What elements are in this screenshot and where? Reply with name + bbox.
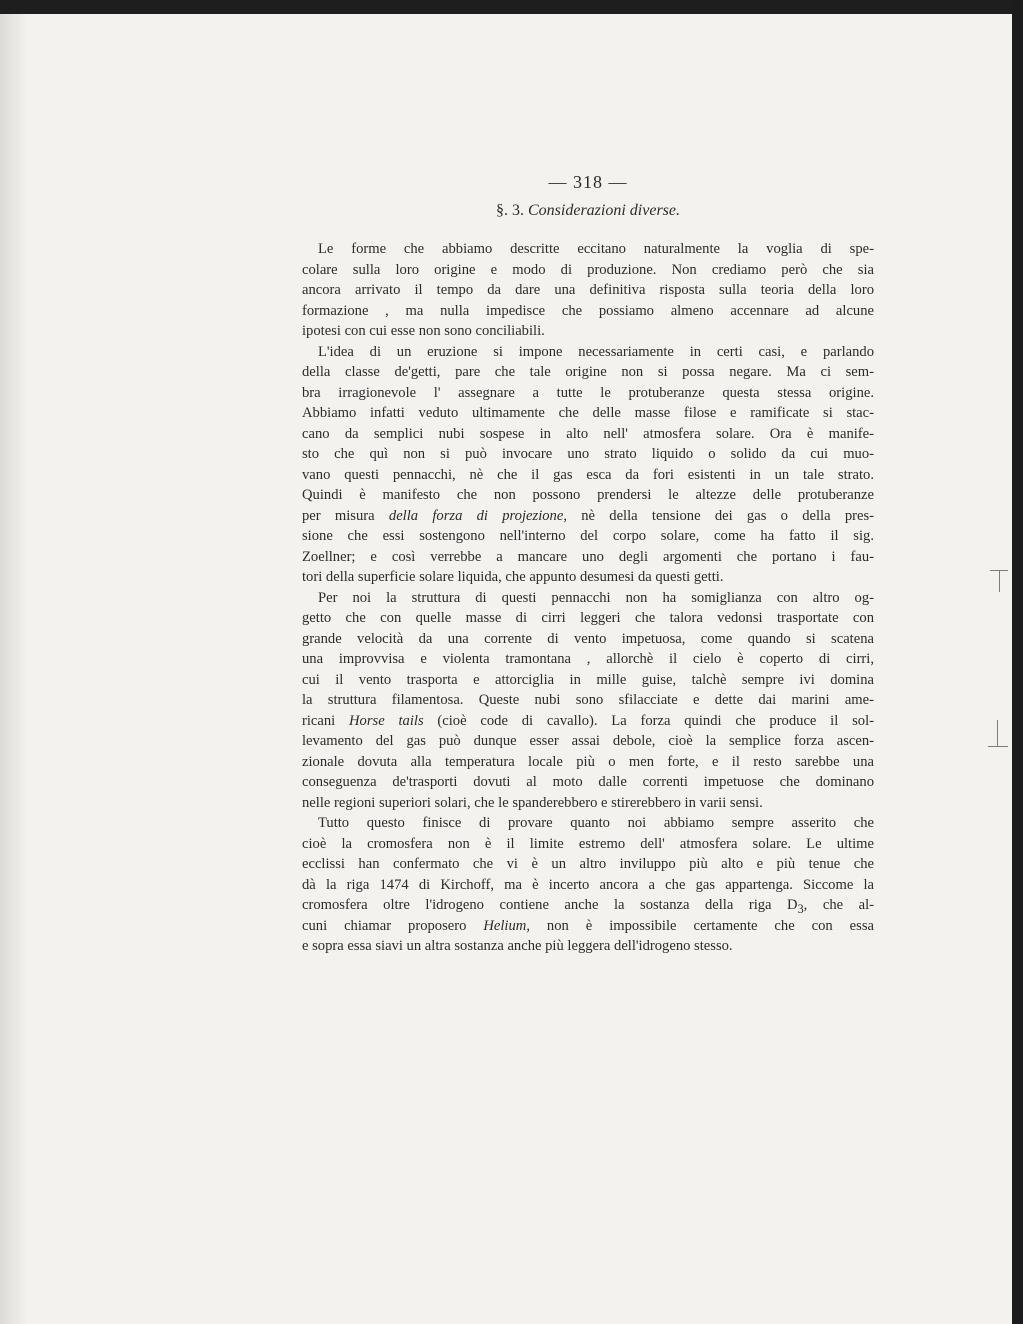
- text-line: Le forme che abbiamo descritte eccitano naturalmente la voglia di spe-: [318, 241, 874, 257]
- text-line: getto che con quelle masse di cirri leggeri che talora vedonsi trasportate con: [302, 610, 874, 626]
- text-line: grande velocità da una corrente di vento impetuosa, come quando si scatena: [302, 630, 874, 647]
- text-line: vano questi pennacchi, nè che il gas esca da fori esistenti in un tale strato.: [302, 466, 874, 483]
- text-line: la struttura filamentosa. Queste nubi sono sfilacciate e dette dai marini ame-: [302, 692, 874, 708]
- text-line: della classe de'getti, pare che tale origine non si possa negare. Ma ci sem-: [302, 364, 874, 380]
- text-line: sto che quì non si può invocare uno strato liquido o solido da cui muo-: [302, 446, 874, 462]
- page-number: — 318 —: [548, 172, 628, 192]
- text-line: nelle regioni superiori solari, che le spanderebbero e stirerebbero in varii sensi.: [302, 794, 763, 811]
- text-line: formazione , ma nulla impedisce che possiamo almeno accennare ad alcune: [302, 302, 874, 319]
- page-edge-shadow: [0, 0, 28, 1324]
- text-line: tori della superficie solare liquida, che appunto desumesi da questi getti.: [302, 569, 724, 585]
- text-line: Tutto questo finisce di provare quanto noi abbiamo sempre asserito che: [318, 815, 874, 831]
- text-line: cuni chiamar proposero Helium, non è impossibile certamente che con essa: [302, 917, 874, 934]
- text-line: Quindi è manifesto che non possono prendersi le altezze delle protuberanze: [302, 487, 874, 503]
- scan-border-right: [1012, 0, 1023, 1324]
- text-line: Zoellner; e così verrebbe a mancare uno degli argomenti che portano i fau-: [302, 548, 874, 565]
- text-line: dà la riga 1474 di Kirchoff, ma è incerto ancora a che gas appartenga. Siccome la: [302, 876, 874, 893]
- text-line: levamento del gas può dunque esser assai debole, cioè la semplice forza ascen-: [302, 733, 874, 749]
- text-line: ancora arrivato il tempo da dare una definitiva risposta sulla teoria della loro: [302, 282, 874, 298]
- text-line: cano da semplici nubi sospese in alto nell' atmosfera solare. Ora è manife-: [302, 425, 874, 442]
- text-line: cioè la cromosfera non è il limite estremo dell' atmosfera solare. Le ultime: [302, 835, 874, 852]
- text-line: colare sulla loro origine e modo di produzione. Non crediamo però che sia: [302, 261, 874, 278]
- text-line: L'idea di un eruzione si impone necessariamente in certi casi, e parlando: [318, 343, 874, 360]
- text-line: ricani Horse tails (cioè code di cavallo). La forza quindi che produce il sol-: [302, 712, 874, 729]
- margin-mark: [999, 570, 1000, 592]
- text-line: bra irragionevole l' assegnare a tutte le protuberanze questa stessa origine.: [302, 384, 874, 401]
- text-line: Abbiamo infatti veduto ultimamente che delle masse filose e ramificate si stac-: [302, 405, 874, 421]
- body-text: [302, 239, 874, 957]
- text-line: ecclissi han confermato che vi è un altro inviluppo più alto e più tenue che: [302, 856, 874, 872]
- text-line: conseguenza de'trasporti dovuti al moto dalle correnti impetuose che dominano: [302, 774, 874, 790]
- text-line: una improvvisa e violenta tramontana , allorchè il cielo è coperto di cirri,: [302, 651, 874, 667]
- text-line: zionale dovuta alla temperatura locale più o men forte, e il resto sarebbe una: [302, 753, 874, 770]
- margin-mark: [988, 746, 1008, 747]
- scan-border-top: [0, 0, 1023, 14]
- text-line: e sopra essa siavi un altra sostanza anche più leggera dell'idrogeno stesso.: [302, 938, 733, 954]
- margin-mark: [997, 720, 998, 746]
- text-line: sione che essi sostengono nell'interno del corpo solare, come ha fatto il sig.: [302, 528, 874, 544]
- section-number: §. 3.: [496, 202, 524, 219]
- text-line: cui il vento trasporta e attorciglia in mille guise, talchè sempre ivi domina: [302, 671, 874, 688]
- text-line: per misura della forza di projezione, nè della tensione dei gas o della pres-: [302, 507, 874, 524]
- text-line: cromosfera oltre l'idrogeno contiene anche la sostanza della riga $D_3$, che al-: [302, 897, 874, 916]
- section-heading: [302, 202, 874, 220]
- section-title: Considerazioni diverse.: [528, 202, 680, 219]
- text-line: ipotesi con cui esse non sono conciliabili.: [302, 323, 545, 339]
- text-line: Per noi la struttura di questi pennacchi non ha somiglianza con altro og-: [318, 589, 874, 606]
